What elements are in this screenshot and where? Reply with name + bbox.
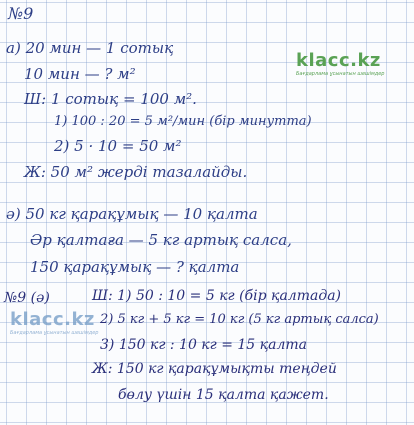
line-c4: Ж: 150 кг қарақұмықты теңдей [92, 361, 337, 377]
line-a5: 2) 5 · 10 = 50 м² [54, 137, 182, 155]
problem-number: №9 [8, 4, 34, 23]
line-c2: 2) 5 кг + 5 кг = 10 кг (5 кг артық салса) [100, 312, 379, 327]
line-c5: бөлу үшін 15 қалта қажет. [118, 387, 329, 403]
line-b3: 150 қарақұмық — ? қалта [30, 258, 240, 276]
line-b2: Әр қалтаға — 5 кг артық салса, [30, 231, 292, 249]
line-b1: ә) 50 кг қарақұмық — 10 қалта [6, 205, 258, 223]
line-a3: Ш: 1 сотық = 100 м². [24, 90, 197, 108]
klacc-logo [296, 50, 384, 77]
logo-tagline-secondary: Бағдарлама ұсынатын шешімдер [10, 330, 99, 336]
line-c3: 3) 150 кг : 10 кг = 15 қалта [100, 337, 307, 353]
logo-text: klacc.kz [296, 50, 381, 71]
logo-tagline: Бағдарлама ұсынатын шешімдер [296, 71, 385, 77]
line-a6: Ж: 50 м² жерді тазалайды. [24, 163, 248, 181]
problem-number-b: №9 (ә) [4, 290, 50, 306]
line-a1: а) 20 мин — 1 сотық [6, 39, 174, 57]
klacc-logo-secondary [10, 309, 98, 336]
logo-text-secondary: klacc.kz [10, 309, 95, 330]
line-a2: 10 мин — ? м² [24, 65, 136, 83]
line-c1: Ш: 1) 50 : 10 = 5 кг (бір қалтада) [92, 288, 342, 304]
line-a4: 1) 100 : 20 = 5 м²/мин (бір минутта) [54, 114, 312, 129]
